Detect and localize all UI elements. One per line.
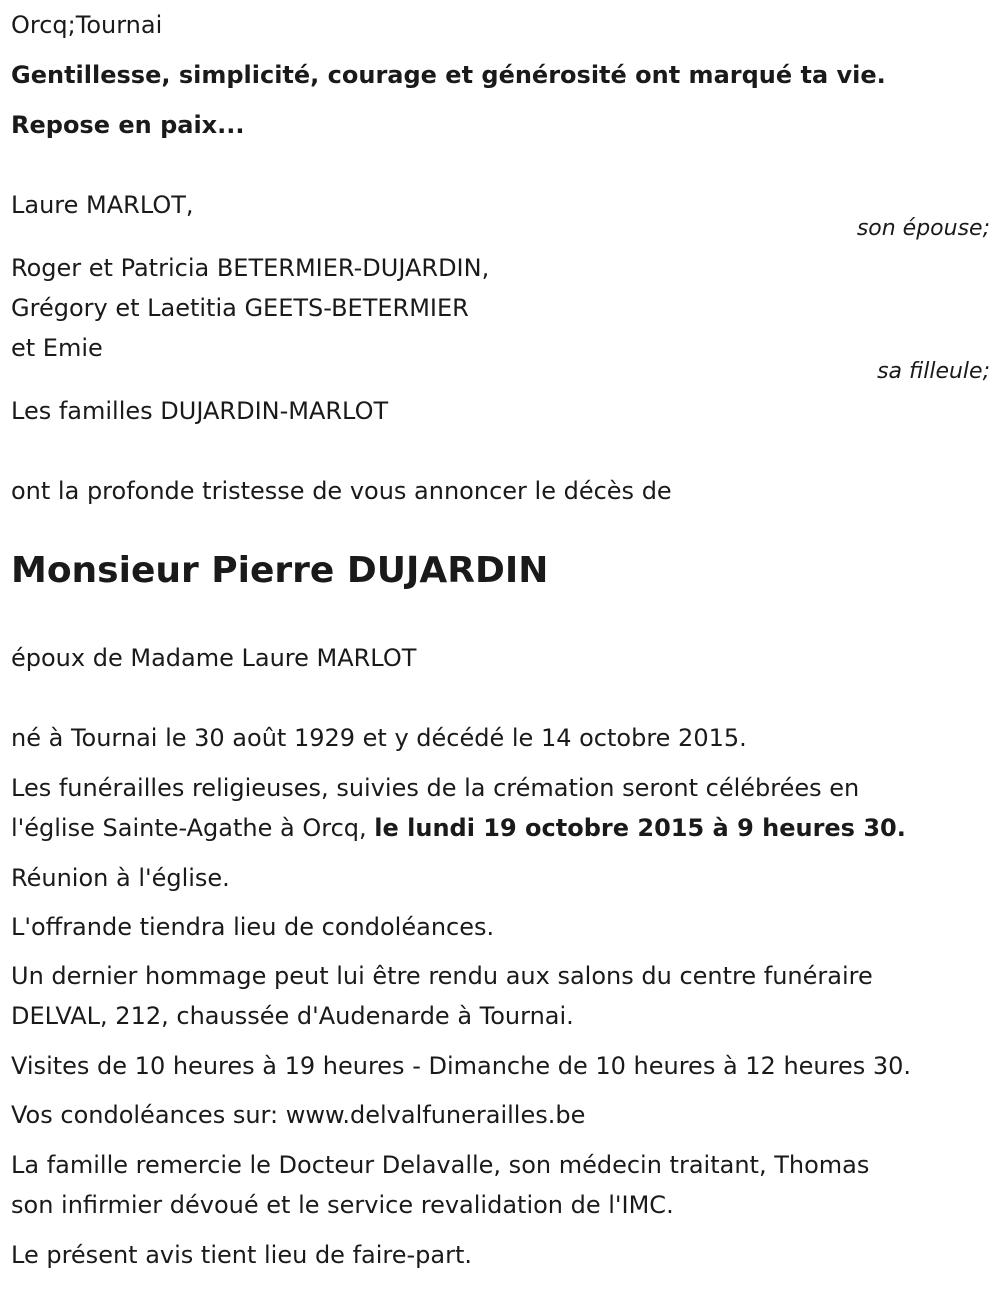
family-line-1: Roger et Patricia BETERMIER-DUJARDIN, — [11, 254, 490, 282]
notice: Le présent avis tient lieu de faire-part. — [11, 1241, 473, 1269]
tribute-line-2: DELVAL, 212, chaussée d'Audenarde à Tournai. — [11, 1002, 574, 1030]
meeting: Réunion à l'église. — [11, 864, 230, 892]
funeral-location: l'église Sainte-Agathe à Orcq, — [11, 814, 375, 842]
thanks-line-1: La famille remercie le Docteur Delavalle, son médecin traitant, Thomas — [11, 1151, 870, 1179]
funeral-info — [11, 768, 996, 848]
visits: Visites de 10 heures à 19 heures - Dimanche de 10 heures à 12 heures 30. — [11, 1052, 912, 1080]
announcement: ont la profonde tristesse de vous annoncer le décès de — [11, 477, 672, 505]
tribute-line-1: Un dernier hommage peut lui être rendu aux salons du centre funéraire — [11, 962, 873, 990]
thanks-info — [11, 1145, 996, 1225]
deceased-name: Monsieur Pierre DUJARDIN — [11, 550, 549, 591]
goddaughter-role: sa filleule; — [877, 359, 990, 384]
funeral-line-1: Les funérailles religieuses, suivies de la crémation seront célébrées en — [11, 774, 860, 802]
family-line-3: et Emie — [11, 334, 103, 362]
rest-in-peace: Repose en paix... — [11, 111, 245, 139]
funeral-line-2 — [11, 808, 996, 848]
spouse-role: son épouse; — [856, 216, 990, 241]
spouse-name: Laure MARLOT, — [11, 191, 194, 219]
funeral-datetime: le lundi 19 octobre 2015 à 9 heures 30. — [374, 814, 906, 842]
families-line: Les familles DUJARDIN-MARLOT — [11, 397, 389, 425]
family-line-2: Grégory et Laetitia GEETS-BETERMIER — [11, 294, 469, 322]
location: Orcq;Tournai — [11, 11, 163, 39]
motto: Gentillesse, simplicité, courage et générosité ont marqué ta vie. — [11, 61, 886, 89]
condolences: Vos condoléances sur: www.delvalfunerailles.be — [11, 1101, 586, 1129]
birth-death: né à Tournai le 30 août 1929 et y décédé le 14 octobre 2015. — [11, 724, 747, 752]
tribute-info — [11, 956, 996, 1036]
spouse-of: époux de Madame Laure MARLOT — [11, 644, 417, 672]
offering: L'offrande tiendra lieu de condoléances. — [11, 913, 495, 941]
thanks-line-2: son infirmier dévoué et le service revalidation de l'IMC. — [11, 1191, 674, 1219]
